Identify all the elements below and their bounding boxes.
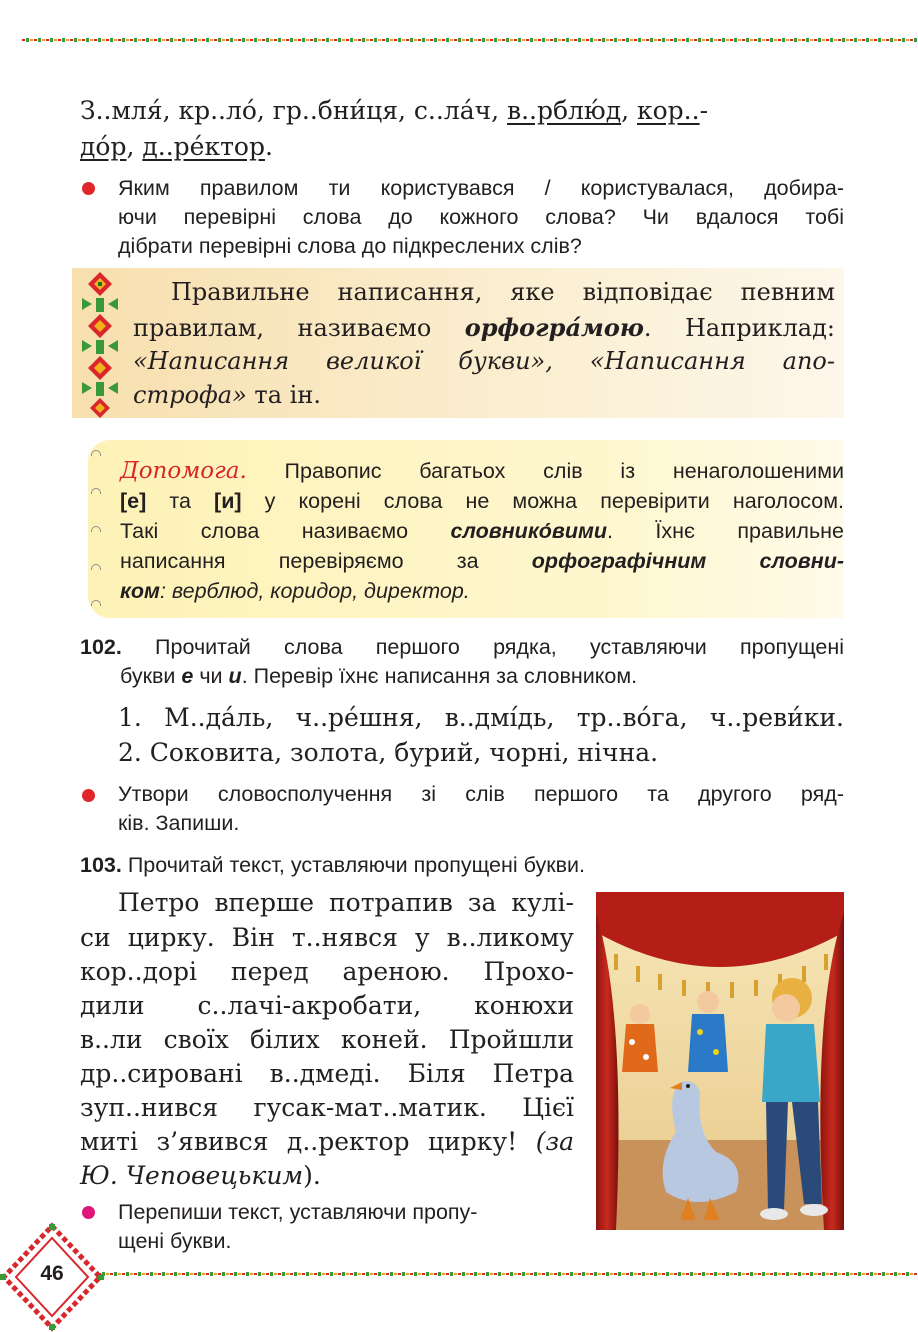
story-line: Петро вперше потрапив за кулі- bbox=[118, 888, 574, 917]
period: . bbox=[264, 132, 273, 161]
exercise-number: 102. bbox=[80, 635, 122, 659]
red-bullet-icon bbox=[82, 182, 95, 195]
bottom-embroidered-border bbox=[98, 1270, 918, 1278]
help-line-4 bbox=[120, 549, 844, 574]
separator: , bbox=[621, 96, 637, 125]
exercise-text: Прочитай текст, уставляючи пропущені букви. bbox=[121, 853, 586, 877]
sound-y: [и] bbox=[214, 489, 242, 513]
rule-line-4 bbox=[133, 381, 835, 409]
notebook-ring-icon bbox=[91, 526, 101, 532]
notebook-ring-icon bbox=[91, 488, 101, 494]
notebook-ring-icon bbox=[91, 600, 101, 606]
help-text: написання перевіряємо за bbox=[120, 549, 532, 573]
exercise-102-row-2: 2. Соковита, золота, бурий, чорні, нічна. bbox=[118, 738, 659, 767]
rule-term: орфогра́мою bbox=[464, 313, 644, 342]
letter-e: е bbox=[181, 664, 194, 688]
red-bullet-icon bbox=[82, 789, 95, 802]
embroidery-ornament-icon bbox=[78, 270, 122, 420]
exercise-103-line bbox=[80, 853, 585, 878]
help-examples: : верблюд, коридор, директор. bbox=[159, 579, 470, 603]
words-plain: З..мля́, кр..ло́, гр..бни́ця, с..ла́ч, bbox=[80, 96, 508, 125]
underlined-word: д..ре́ктор bbox=[142, 132, 265, 161]
help-line-2 bbox=[120, 489, 844, 514]
exercise-words-line-1 bbox=[80, 96, 843, 125]
question-1-line: Яким правилом ти користувався / користувалася, добира- bbox=[118, 176, 844, 200]
top-embroidered-border bbox=[22, 36, 918, 44]
story-line: си цирку. Він т..нявся у в..ликому bbox=[80, 923, 574, 952]
question-1-line: дібрати перевірні слова до підкреслених слів? bbox=[118, 234, 582, 258]
help-term: ком bbox=[120, 579, 160, 603]
help-text: Такі слова називаємо bbox=[120, 519, 451, 543]
separator: , bbox=[126, 132, 143, 161]
rule-text: та ін. bbox=[246, 381, 321, 409]
page-number: 46 bbox=[40, 1262, 64, 1285]
pink-bullet-icon bbox=[82, 1206, 95, 1219]
story-line: в..ли своїх білих коней. Пройшли bbox=[80, 1025, 574, 1054]
help-text: . Їхнє правильне bbox=[607, 519, 844, 543]
story-line: др..сировані в..дмеді. Біля Петра bbox=[80, 1059, 574, 1088]
help-text: та bbox=[146, 489, 215, 513]
story-text: миті з’явився д..ректор цирку! bbox=[80, 1127, 536, 1156]
circus-illustration bbox=[596, 892, 844, 1230]
help-title: Допомога. bbox=[120, 458, 247, 484]
notebook-ring-icon bbox=[91, 564, 101, 570]
exercise-text: букви bbox=[120, 664, 182, 688]
underlined-word: кор.. bbox=[637, 96, 700, 125]
rule-text: . Наприклад: bbox=[643, 314, 835, 342]
question-1-line: ючи перевірні слова до кожного слова? Чи вдалося тобі bbox=[118, 205, 844, 229]
rule-example: строфа» bbox=[133, 381, 247, 409]
question-2-line: Утвори словосполучення зі слів першого та другого ряд- bbox=[118, 782, 844, 806]
help-text: у корені слова не можна перевірити наголосом. bbox=[241, 489, 844, 513]
final-task-line: Перепиши текст, уставляючи пропу- bbox=[118, 1200, 478, 1224]
exercise-102-line-2 bbox=[120, 664, 637, 689]
help-line-3 bbox=[120, 519, 844, 544]
story-text: ). bbox=[303, 1161, 321, 1190]
exercise-text: чи bbox=[193, 664, 229, 688]
rule-line-3: «Написання великої букви», «Написання апо- bbox=[133, 347, 835, 375]
hyphen: - bbox=[699, 96, 709, 125]
story-line: зуп..нився гусак-мат..матик. Цієї bbox=[80, 1093, 574, 1122]
help-text: Правопис багатьох слів із ненаголошеними bbox=[246, 459, 844, 483]
exercise-102-row-1: 1. М..да́ль, ч..ре́шня, в..дмі́дь, тр..во́га, ч..реви́ки. bbox=[118, 703, 844, 732]
story-line bbox=[80, 1127, 574, 1156]
notebook-ring-icon bbox=[91, 450, 101, 456]
sound-e: [е] bbox=[120, 489, 147, 513]
help-line-1 bbox=[120, 458, 844, 484]
final-task-line: щені букви. bbox=[118, 1229, 232, 1253]
story-line: кор..дорі перед ареною. Прохо- bbox=[80, 957, 574, 986]
rule-line-2 bbox=[133, 313, 835, 342]
rule-text: правилам, називаємо bbox=[133, 314, 465, 342]
exercise-text: Прочитай слова першого рядка, уставляючи пропущені bbox=[121, 635, 844, 659]
rule-line-1: Правильне написання, яке відповідає певним bbox=[171, 278, 835, 306]
exercise-number: 103. bbox=[80, 853, 122, 877]
help-term: словнико́вими bbox=[450, 519, 608, 543]
question-2-line: ків. Запиши. bbox=[118, 811, 240, 835]
story-author: (за bbox=[535, 1127, 574, 1156]
exercise-102-line-1 bbox=[80, 635, 844, 660]
story-line: дили с..лачі-акробати, конюхи bbox=[80, 991, 574, 1020]
story-line bbox=[80, 1161, 321, 1190]
story-author: Ю. Чеповецьким bbox=[80, 1161, 304, 1190]
exercise-text: . Перевір їхнє написання за словником. bbox=[241, 664, 638, 688]
help-line-5 bbox=[120, 579, 844, 604]
underlined-word: в..рблю́д bbox=[507, 96, 622, 125]
exercise-words-line-2 bbox=[80, 132, 273, 161]
help-term: орфографічним словни- bbox=[531, 549, 844, 573]
letter-y: и bbox=[228, 664, 242, 688]
underlined-word: до́р bbox=[80, 132, 127, 161]
